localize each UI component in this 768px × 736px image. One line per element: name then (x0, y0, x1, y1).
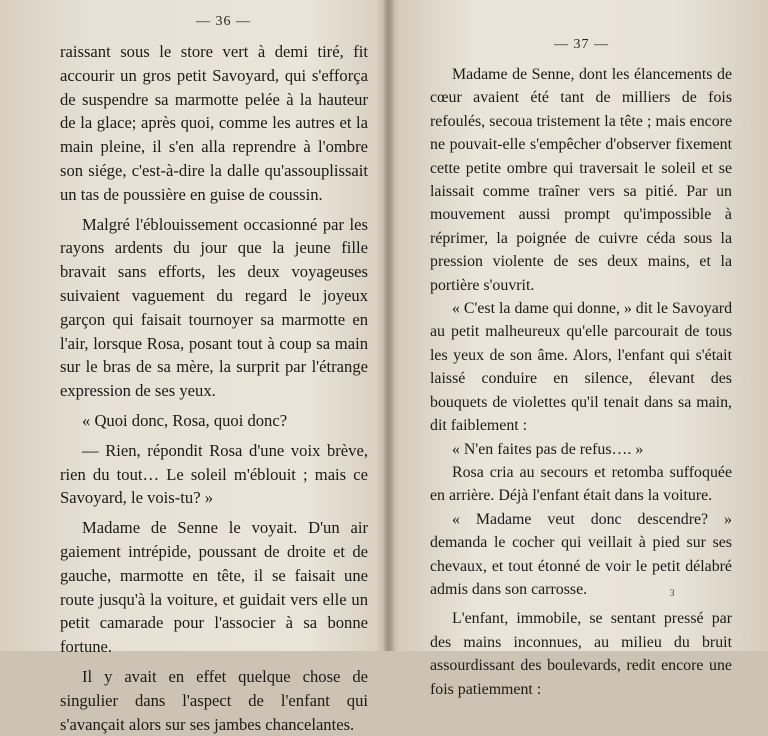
paragraph: Madame de Senne, dont les élancements de cœur avaient été tant de milliers de fois refoulés, secoua tristement la tête ; mais encore ne pouvait-elle s'empêcher d'observer fixement cette petite ombre qui traversait le soleil et se laissait comme traîner vers sa pitié. Par un mouvement aussi prompt qu'impossible à réprimer, la poignée de cuivre céda sous la pression violente de ses deux mains, et la portière s'ouvrit. (430, 66, 732, 294)
paragraph: Il y avait en effet quelque chose de singulier dans l'aspect de l'enfant qui s'avançait alors sur ses jambes chancelantes. (60, 666, 368, 734)
paragraph: — Rien, répondit Rosa d'une voix brève, rien du tout… Le soleil m'éblouit ; mais ce Savoyard, le vois-tu? » (60, 440, 368, 508)
paragraph: Rosa cria au secours et retomba suffoquée en arrière. Déjà l'enfant était dans la voiture. (430, 463, 732, 505)
paragraph: « Quoi donc, Rosa, quoi donc? (82, 410, 288, 430)
left-page-text (60, 40, 368, 736)
paragraph: « Madame veut donc descendre? » demanda le cocher qui veillait à pied sur ses chevaux, et tout étonné de voir le petit délabré admis dans son carrosse. (430, 510, 732, 598)
paragraph: L'enfant, immobile, se sentant pressé par des mains inconnues, au milieu du bruit assourdissant des boulevards, redit encore une fois patiemment : (430, 610, 732, 698)
paragraph: Madame de Senne le voyait. D'un air gaiement intrépide, poussant de droite et de gauche, marmotte en tête, il se faisait une route jusqu'à la voiture, et guidait vers elle un petit camarade pour l'associer à sa bonne fortune. (60, 518, 368, 657)
paragraph: « N'en faites pas de refus…. » (452, 440, 644, 458)
right-page (392, 0, 768, 698)
signature-mark: 3 (670, 588, 675, 598)
paragraph: « C'est la dame qui donne, » dit le Savoyard au petit malheureux qu'elle parcourait de tous les yeux de son âme. Alors, l'enfant qui s'était laissé conduire en silence, élevant des bouquets de violettes qu'il tenait dans sa main, dit faiblement : (430, 300, 733, 435)
page-number-36: — 36 — (196, 14, 251, 29)
paragraph: Malgré l'éblouissement occasionné par les rayons ardents du jour que la jeune fille bravait sans efforts, les deux voyageuses suivaient vaguement du regard le joyeux garçon qui faisait tournoyer sa marmotte en l'air, lorsque Rosa, posant tout à coup sa main sur le bras de sa mère, la surprit par l'étrange expression de ses yeux. (60, 214, 368, 401)
right-page-text (430, 63, 732, 701)
page-number-37: — 37 — (554, 37, 609, 52)
paragraph: raissant sous le store vert à demi tiré, fit accourir un gros petit Savoyard, qui s'efforça de suspendre sa marmotte pelée à la hauteur de la glace; après quoi, comme les autres et la main pleine, il s'en alla reprendre à l'ombre son siége, c'est-à-dire la dalle qu'assouplissait un tas de poussière en guise de coussin. (60, 42, 368, 204)
